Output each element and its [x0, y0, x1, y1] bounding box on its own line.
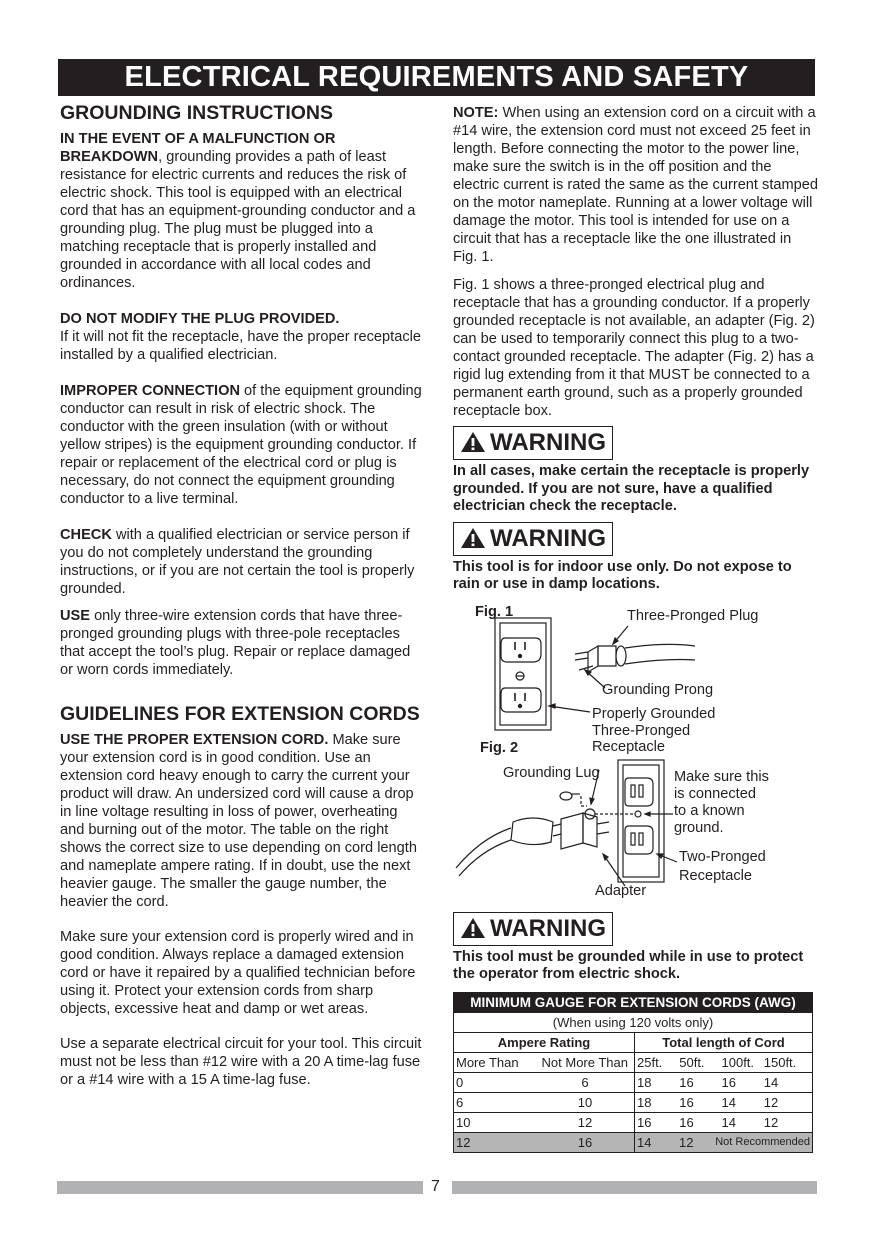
- use-lead: USE: [60, 608, 91, 624]
- check-text: with a qualified electrician or service person if you do not completely understand the grounding instructions, or if you are not certain the tool is properly grounded.: [60, 527, 415, 597]
- cell-25ft: 18: [637, 1074, 652, 1090]
- malfunction-text: , grounding provides a path of least resistance for electric currents and reduces the risk of electric shock. This tool is equipped with an electrical cord that has an equipment-grounding conductor and a grounding plug. The plug must be plugged into a matching receptacle that is properly installed and grounded in accordance with all local codes and ordinances.: [60, 149, 416, 291]
- col-not-more-than: Not More Than: [541, 1054, 628, 1070]
- table-row: [454, 1092, 813, 1112]
- footer-bar-left: [57, 1181, 423, 1194]
- do-not-modify-paragraph: [60, 310, 425, 364]
- make-sure-label-3: to a known: [674, 802, 745, 819]
- left-column: [60, 104, 425, 1089]
- make-sure-label-4: ground.: [674, 819, 724, 836]
- right-column: [453, 104, 818, 1153]
- make-sure-label-2: is connected: [674, 785, 756, 802]
- col-100ft: 100ft.: [721, 1054, 755, 1070]
- col-more-than: More Than: [456, 1054, 519, 1070]
- warning-triangle-icon: [460, 917, 486, 939]
- fig-description-paragraph: Fig. 1 shows a three-pronged electrical plug and receptacle that has a grounding conductor. If a properly grounded receptacle is not available, an adapter (Fig. 2) can be used to temporarily connect this plug to a two-contact grounded receptacle. The adapter (Fig. 2) has a rigid lug extending from it that MUST be connected to a permanent earth ground, such as a properly grounded receptacle box.: [453, 277, 815, 419]
- warning-text-2: This tool is for indoor use only. Do not expose to rain or use in damp locations.: [453, 558, 792, 592]
- receptacle-label-3: Receptacle: [592, 738, 666, 755]
- footer-bar-right: [452, 1181, 817, 1194]
- fig1-label: Fig. 1: [475, 603, 514, 620]
- proper-cord-text: Make sure your extension cord is in good condition. Use an extension cord heavy enough to carry the current your product will draw. An undersized cord will cause a drop in line voltage resulting in loss of power, overheating and burning out of the motor. The table on the right shows the correct size to use depending on cord length and nameplate ampere rating. If in doubt, use the next heavier gauge. The smaller the gauge number, the heavier the cord.: [60, 732, 417, 910]
- cell-more-than: 10: [456, 1114, 471, 1130]
- guidelines-heading: GUIDELINES FOR EXTENSION CORDS: [60, 703, 420, 725]
- two-pronged-label-2: Receptacle: [679, 867, 753, 884]
- note-paragraph: [453, 104, 818, 266]
- cell-150ft: 12: [763, 1114, 779, 1130]
- cell-25ft: 14: [637, 1134, 652, 1150]
- table-title: MINIMUM GAUGE FOR EXTENSION CORDS (AWG): [454, 992, 813, 1012]
- cell-50ft: 12: [679, 1134, 694, 1150]
- cell-not-more-than: 10: [577, 1094, 593, 1110]
- three-pronged-plug-label: Three-Pronged Plug: [627, 607, 759, 624]
- cell-more-than: 0: [456, 1074, 464, 1090]
- grounding-instructions-heading: GROUNDING INSTRUCTIONS: [60, 102, 333, 124]
- warning-label-3: [453, 912, 613, 946]
- warning-label-2: [453, 522, 613, 556]
- cell-100ft: 16: [721, 1074, 736, 1090]
- proper-cord-paragraph: [60, 731, 425, 911]
- table-row: [454, 1112, 813, 1132]
- cell-more-than: 6: [456, 1094, 464, 1110]
- do-not-modify-lead: DO NOT MODIFY THE PLUG PROVIDED.: [60, 311, 340, 327]
- warning-label-1: [453, 426, 613, 460]
- grounding-prong-label: Grounding Prong: [602, 681, 714, 698]
- warning-triangle-icon: [460, 431, 486, 453]
- cell-150ft: 12: [763, 1094, 779, 1110]
- fig2-label: Fig. 2: [480, 739, 519, 756]
- receptacle-label-2: Three-Pronged: [592, 722, 691, 739]
- warning-text-3: This tool must be grounded while in use to protect the operator from electric shock.: [453, 948, 804, 982]
- adapter-label: Adapter: [595, 882, 647, 899]
- cell-50ft: 16: [679, 1114, 694, 1130]
- table-subtitle: (When using 120 volts only): [454, 1012, 813, 1032]
- do-not-modify-text: If it will not fit the receptacle, have the proper receptacle installed by a qualified electrician.: [60, 329, 421, 363]
- check-lead: CHECK: [60, 527, 112, 543]
- cell-not-more-than: 16: [577, 1134, 593, 1150]
- make-sure-label-1: Make sure this: [674, 768, 769, 785]
- cell-100ft: 14: [721, 1114, 736, 1130]
- cell-not-more-than: 12: [577, 1114, 593, 1130]
- cell-100ft: 14: [721, 1094, 736, 1110]
- warning-label-text: WARNING: [490, 429, 606, 456]
- cell-not-recommended: Not Recommended: [715, 1135, 810, 1148]
- separate-circuit-paragraph: Use a separate electrical circuit for your tool. This circuit must not be less than #12 wire with a 20 A time-lag fuse or a #14 wire with a 15 A time-lag fuse.: [60, 1036, 422, 1088]
- note-text: When using an extension cord on a circuit with a #14 wire, the extension cord must not exceed 25 feet in length. Before connecting the motor to the power line, make sure the switch is in the off position and the electric current is rated the same as the current stamped on the motor nameplate. Running at a lower voltage will damage the motor. This tool is intended for use on a circuit that has a receptacle like the one illustrated in Fig. 1.: [453, 105, 819, 265]
- warning-text-1: In all cases, make certain the receptacle is properly grounded. If you are not sure, have a qualified electrician check the receptacle.: [453, 463, 810, 514]
- figure-area: [453, 604, 818, 904]
- warning-label-text: WARNING: [490, 914, 606, 942]
- malfunction-lead: IN THE EVENT OF A MALFUNCTION OR BREAKDOWN: [60, 131, 336, 165]
- improper-connection-lead: IMPROPER CONNECTION: [60, 383, 240, 399]
- cell-50ft: 16: [679, 1074, 694, 1090]
- page-title: ELECTRICAL REQUIREMENTS AND SAFETY: [58, 59, 815, 96]
- page-number: 7: [431, 1178, 440, 1195]
- malfunction-paragraph: [60, 130, 425, 292]
- cell-50ft: 16: [679, 1094, 694, 1110]
- cell-150ft: 14: [763, 1074, 779, 1090]
- cord-condition-paragraph: Make sure your extension cord is properly wired and in good condition. Always replace a damaged extension cord or have it repaired by a qualified technician before using it. Protect your extension cords from sharp objects, excessive heat and damp or wet areas.: [60, 929, 416, 1017]
- note-lead: NOTE:: [453, 105, 499, 121]
- cell-more-than: 12: [456, 1134, 471, 1150]
- col-50ft: 50ft.: [679, 1054, 705, 1070]
- use-paragraph: [60, 607, 425, 679]
- extension-cord-gauge-table: [453, 992, 813, 1153]
- total-length-header: Total length of Cord: [635, 1032, 813, 1052]
- grounding-lug-label: Grounding Lug: [503, 764, 600, 781]
- col-150ft: 150ft.: [763, 1054, 797, 1070]
- warning-triangle-icon: [460, 527, 486, 549]
- improper-connection-paragraph: [60, 382, 425, 508]
- length-columns-header: [635, 1052, 813, 1072]
- col-25ft: 25ft.: [637, 1054, 663, 1070]
- ampere-rating-header: Ampere Rating: [454, 1032, 635, 1052]
- warning-label-text: WARNING: [490, 524, 606, 552]
- use-text: only three-wire extension cords that have three-pronged grounding plugs with three-pole receptacles that accept the tool’s plug. Repair or replace damaged or worn cords immediately.: [60, 608, 411, 678]
- table-row: [454, 1072, 813, 1092]
- cell-25ft: 16: [637, 1114, 652, 1130]
- check-paragraph: [60, 526, 425, 598]
- receptacle-label-1: Properly Grounded: [592, 705, 716, 722]
- improper-connection-text: of the equipment grounding conductor can result in risk of electric shock. The conductor with the green insulation (with or without yellow stripes) is the equipment grounding conductor. If repair or replacement of the electrical cord or plug is necessary, do not connect the equipment grounding conductor to a live terminal.: [60, 383, 422, 507]
- cell-25ft: 18: [637, 1094, 652, 1110]
- table-row: [454, 1132, 813, 1152]
- cell-not-more-than: 6: [581, 1074, 589, 1090]
- two-pronged-label-1: Two-Pronged: [679, 848, 766, 865]
- ampere-columns-header: [454, 1052, 635, 1072]
- proper-cord-lead: USE THE PROPER EXTENSION CORD.: [60, 732, 329, 748]
